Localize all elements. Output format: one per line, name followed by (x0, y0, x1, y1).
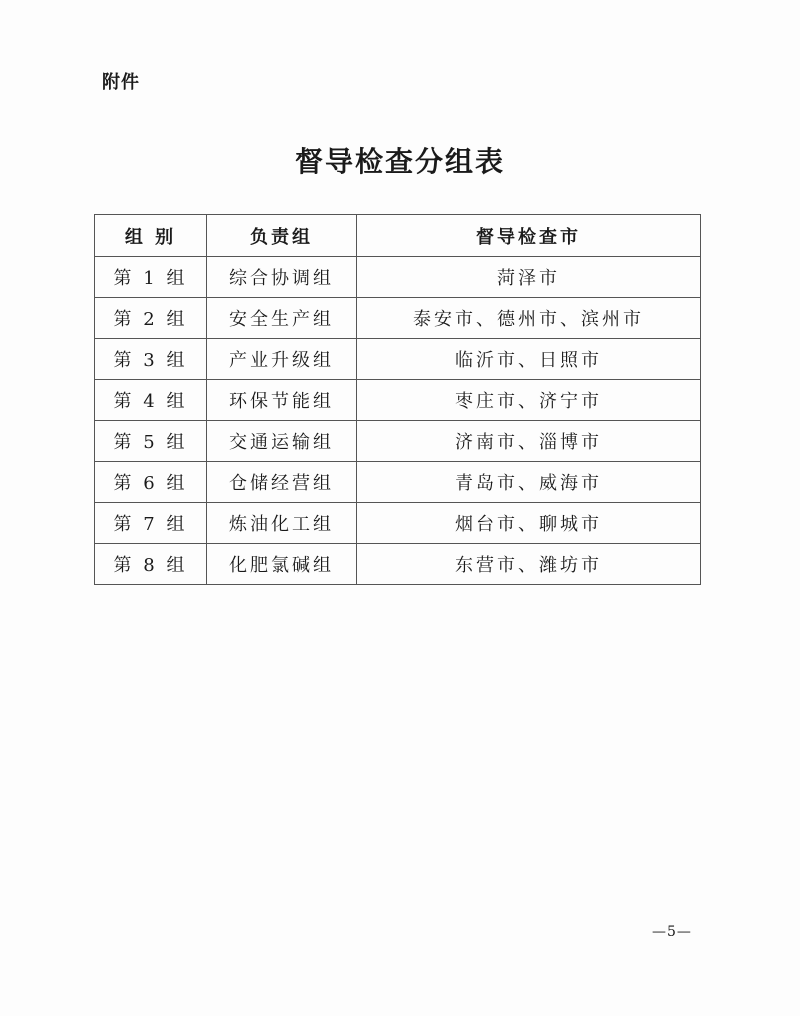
cities-cell: 泰安市、德州市、滨州市 (357, 298, 701, 339)
group-cell: 第 4 组 (95, 380, 207, 421)
table-row (95, 380, 701, 421)
header-cities: 督导检查市 (357, 215, 701, 257)
team-cell: 环保节能组 (207, 380, 357, 421)
team-cell: 炼油化工组 (207, 503, 357, 544)
cities-cell: 菏泽市 (357, 257, 701, 298)
table-row (95, 421, 701, 462)
header-group: 组 别 (95, 215, 207, 257)
header-team: 负责组 (207, 215, 357, 257)
table-row (95, 257, 701, 298)
group-cell: 第 2 组 (95, 298, 207, 339)
table-row (95, 544, 701, 585)
group-table (94, 214, 701, 585)
group-cell: 第 7 组 (95, 503, 207, 544)
team-cell: 安全生产组 (207, 298, 357, 339)
team-cell: 综合协调组 (207, 257, 357, 298)
team-cell: 仓储经营组 (207, 462, 357, 503)
group-cell: 第 3 组 (95, 339, 207, 380)
cities-cell: 济南市、淄博市 (357, 421, 701, 462)
cities-cell: 青岛市、威海市 (357, 462, 701, 503)
table-header-row (95, 215, 701, 257)
table-row (95, 339, 701, 380)
attachment-label: 附件 (102, 72, 140, 93)
page-title: 督导检查分组表 (294, 145, 505, 178)
team-cell: 交通运输组 (207, 421, 357, 462)
cities-cell: 烟台市、聊城市 (357, 503, 701, 544)
team-cell: 化肥氯碱组 (207, 544, 357, 585)
table-row (95, 298, 701, 339)
table-row (95, 503, 701, 544)
team-cell: 产业升级组 (207, 339, 357, 380)
cities-cell: 临沂市、日照市 (357, 339, 701, 380)
table-row (95, 462, 701, 503)
cities-cell: 枣庄市、济宁市 (357, 380, 701, 421)
cities-cell: 东营市、潍坊市 (357, 544, 701, 585)
page-number: —5— (652, 924, 692, 940)
group-cell: 第 6 组 (95, 462, 207, 503)
group-cell: 第 1 组 (95, 257, 207, 298)
group-cell: 第 5 组 (95, 421, 207, 462)
group-cell: 第 8 组 (95, 544, 207, 585)
